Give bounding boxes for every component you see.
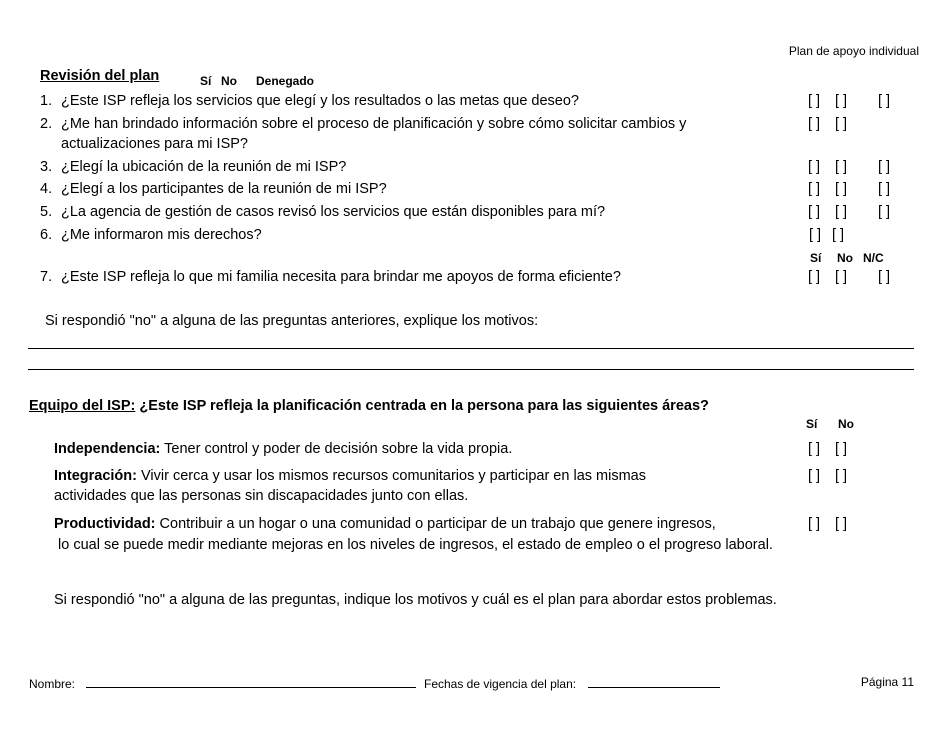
review-explain-line-1[interactable] xyxy=(28,348,914,349)
question-text: ¿Este ISP refleja los servicios que elegí y los resultados o las metas que deseo? xyxy=(61,93,579,109)
name-label: Nombre: xyxy=(29,677,76,691)
q6-no-checkbox[interactable]: [ ] xyxy=(832,227,845,243)
q1-no-checkbox[interactable]: [ ] xyxy=(835,93,848,109)
page-number: Página 11 xyxy=(860,675,914,689)
column-header-no: No xyxy=(221,74,237,88)
area-integracion-line2: actividades que las personas sin discapacidades junto con ellas. xyxy=(54,488,469,504)
dates-label: Fechas de vigencia del plan: xyxy=(424,677,577,691)
question-number: 6. xyxy=(40,227,53,243)
question-2 xyxy=(40,116,687,152)
question-number: 1. xyxy=(40,93,53,109)
area-label: Integración: xyxy=(54,468,137,484)
question-text: ¿Este ISP refleja lo que mi familia necesita para brindar me apoyos de forma eficiente? xyxy=(61,269,621,285)
question-text-line2: actualizaciones para mi ISP? xyxy=(61,136,248,152)
name-field[interactable] xyxy=(86,675,416,688)
question-number: 2. xyxy=(40,116,53,132)
q3-denegado-checkbox[interactable]: [ ] xyxy=(878,159,891,175)
q1-si-checkbox[interactable]: [ ] xyxy=(808,93,821,109)
question-7 xyxy=(40,269,621,285)
integracion-si-checkbox[interactable]: [ ] xyxy=(808,468,821,484)
team-column-header-si: Sí xyxy=(806,417,818,431)
team-column-header-no: No xyxy=(838,417,854,431)
question-number: 3. xyxy=(40,159,53,175)
review-section-title: Revisión del plan xyxy=(40,68,160,84)
q2-si-checkbox[interactable]: [ ] xyxy=(808,116,821,132)
team-section-heading xyxy=(29,398,709,414)
question-4 xyxy=(40,181,387,197)
q3-si-checkbox[interactable]: [ ] xyxy=(808,159,821,175)
q7-si-checkbox[interactable]: [ ] xyxy=(808,269,821,285)
area-productividad-line2: lo cual se puede medir mediante mejoras en los niveles de ingresos, el estado de empleo o el progreso laboral. xyxy=(58,537,773,553)
column-header-denegado: Denegado xyxy=(256,74,315,88)
question-number: 5. xyxy=(40,204,53,220)
team-section-title: Equipo del ISP: xyxy=(29,398,136,414)
q3-no-checkbox[interactable]: [ ] xyxy=(835,159,848,175)
q5-si-checkbox[interactable]: [ ] xyxy=(808,204,821,220)
question-3 xyxy=(40,159,347,175)
area-productividad xyxy=(54,516,716,532)
area-label: Independencia: xyxy=(54,441,161,457)
question-number: 7. xyxy=(40,269,53,285)
footer-dates xyxy=(424,675,720,691)
productividad-si-checkbox[interactable]: [ ] xyxy=(808,516,821,532)
area-description: Contribuir a un hogar o una comunidad o participar de un trabajo que genere ingresos, xyxy=(159,516,716,532)
independencia-si-checkbox[interactable]: [ ] xyxy=(808,441,821,457)
q4-si-checkbox[interactable]: [ ] xyxy=(808,181,821,197)
document-title: Plan de apoyo individual xyxy=(788,44,919,58)
dates-field[interactable] xyxy=(588,675,720,688)
question-text: ¿Elegí a los participantes de la reunión de mi ISP? xyxy=(61,181,387,197)
question-text: ¿La agencia de gestión de casos revisó los servicios que están disponibles para mí? xyxy=(61,204,606,220)
question-number: 4. xyxy=(40,181,53,197)
team-explain-prompt: Si respondió "no" a alguna de las preguntas, indique los motivos y cuál es el plan para abordar estos problemas. xyxy=(54,592,777,608)
q4-no-checkbox[interactable]: [ ] xyxy=(835,181,848,197)
q4-denegado-checkbox[interactable]: [ ] xyxy=(878,181,891,197)
area-integracion xyxy=(54,468,646,484)
q7-column-header-no: No xyxy=(837,251,853,265)
productividad-no-checkbox[interactable]: [ ] xyxy=(835,516,848,532)
review-explain-line-2[interactable] xyxy=(28,369,914,370)
question-6 xyxy=(40,227,262,243)
q6-si-checkbox[interactable]: [ ] xyxy=(809,227,822,243)
area-description: Vivir cerca y usar los mismos recursos comunitarios y participar en las mismas xyxy=(141,468,646,484)
q2-no-checkbox[interactable]: [ ] xyxy=(835,116,848,132)
q7-column-header-nc: N/C xyxy=(863,251,884,265)
review-explain-prompt: Si respondió "no" a alguna de las preguntas anteriores, explique los motivos: xyxy=(45,313,539,329)
integracion-no-checkbox[interactable]: [ ] xyxy=(835,468,848,484)
area-label: Productividad: xyxy=(54,516,156,532)
question-1 xyxy=(40,93,579,109)
area-description: Tener control y poder de decisión sobre la vida propia. xyxy=(164,441,513,457)
column-header-si: Sí xyxy=(200,74,212,88)
question-text: ¿Elegí la ubicación de la reunión de mi ISP? xyxy=(61,159,347,175)
q7-nc-checkbox[interactable]: [ ] xyxy=(878,269,891,285)
footer-name xyxy=(29,675,416,691)
q7-column-header-si: Sí xyxy=(810,251,822,265)
team-section-question: ¿Este ISP refleja la planificación centrada en la persona para las siguientes áreas? xyxy=(139,398,709,414)
q7-no-checkbox[interactable]: [ ] xyxy=(835,269,848,285)
independencia-no-checkbox[interactable]: [ ] xyxy=(835,441,848,457)
q5-denegado-checkbox[interactable]: [ ] xyxy=(878,204,891,220)
question-5 xyxy=(40,204,606,220)
question-text: ¿Me informaron mis derechos? xyxy=(61,227,262,243)
q1-denegado-checkbox[interactable]: [ ] xyxy=(878,93,891,109)
q5-no-checkbox[interactable]: [ ] xyxy=(835,204,848,220)
area-independencia xyxy=(54,441,512,457)
question-text-line1: ¿Me han brindado información sobre el proceso de planificación y sobre cómo solicitar cambios y xyxy=(61,116,687,132)
